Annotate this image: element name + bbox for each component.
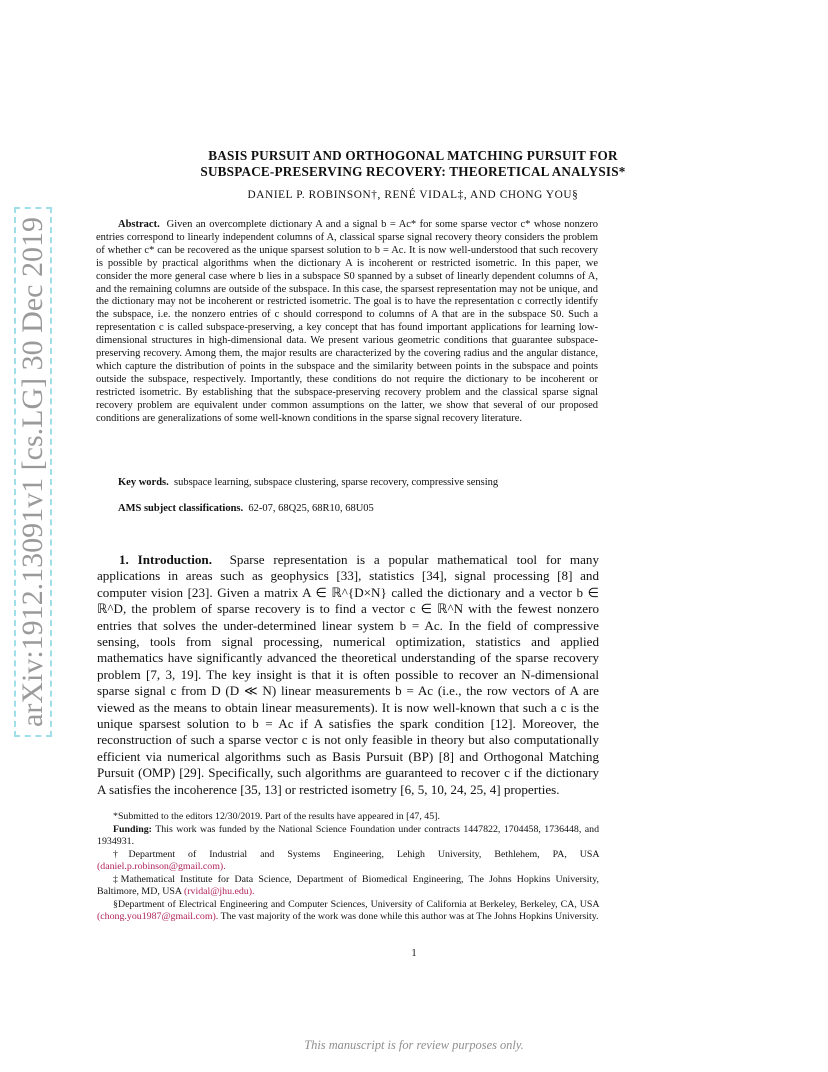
funding-text: This work was funded by the National Science Foundation under contracts 1447822, 1704458, 1736448, and 1934931. [97,823,600,847]
review-note: This manuscript is for review purposes only. [304,1038,524,1052]
title-line-1: BASIS PURSUIT AND ORTHOGONAL MATCHING PURSUIT FOR [208,148,618,163]
ams-label: AMS subject classifications. [118,503,244,514]
section-email-link[interactable]: (chong.you1987@gmail.com). [97,911,219,922]
footnote-funding [97,824,599,849]
page-number: 1 [411,948,417,959]
section-tail: The vast majority of the work was done while this author was at The Johns Hopkins University. [220,911,599,922]
intro-text: Sparse representation is a popular mathematical tool for many applications in areas such as geophysics [33], statistics [34], signal processing [8] and computer vision [23]. Given a matrix A ∈ ℝ^{D×N} called the dictionary and a vector b ∈ ℝ^D, the problem of sparse recovery is to find a vector c ∈ ℝ^N with the fewest nonzero entries that solves the under-determined linear system b = Ac. In the field of compressive sensing, tools from signal processing, numerical optimization, statistics and applied mathematics have significantly advanced the theoretical understanding of the sparse recovery problem [7, 3, 19]. The key insight is that it is often possible to recover an N-dimensional sparse signal c from D (D ≪ N) linear measurements b = Ac (i.e., the row vectors of A are viewed as the means to obtain linear measurements). It is now well-known that such a c is the unique sparsest solution to b = Ac if A satisfies the spark condition [12]. Moreover, the reconstruction of such a sparse vector c is not only feasible in theory but also computationally efficient via numerical algorithms such as Basis Pursuit (BP) [8] and Orthogonal Matching Pursuit (OMP) [29]. Specifically, such algorithms are guaranteed to recover c if the dictionary A satisfies the incoherence [35, 13] or restricted isometry [6, 5, 10, 24, 25, 4] properties. [97,552,600,797]
footnotes [97,811,599,924]
dagger-email-link[interactable]: (daniel.p.robinson@gmail.com). [97,861,226,872]
section-affiliation: §Department of Electrical Engineering and Computer Sciences, University of California at Berkeley, Berkeley, CA, USA [113,898,599,910]
ams-text: 62-07, 68Q25, 68R10, 68U05 [248,503,374,514]
arxiv-stamp [16,217,50,727]
abstract [96,219,598,426]
abstract-text: Given an overcomplete dictionary A and a signal b = Ac* for some sparse vector c* whose nonzero entries correspond to linearly independent columns of A, classical sparse signal recovery theory considers the problem of whether c* can be recovered as the unique sparsest solution to b = Ac. It is now well-understood that such recovery is possible by practical algorithms when the dictionary A is incoherent or restricted isometric. In this paper, we consider the more general case where b lies in a subspace S0 spanned by a subset of linearly dependent columns of A, and the remaining columns are outside of the subspace. In this case, the sparsest representation may not be unique, and the dictionary may not be incoherent or restricted isometric. The goal is to have the representation c correctly identify the subspace, i.e. the nonzero entries of c should correspond to columns of A that are in the subspace S0. Such a representation c is called subspace-preserving, a key concept that has found important applications for learning low-dimensional structures in high-dimensional data. We present various geometric conditions that guarantee subspace-preserving recovery. Among them, the major results are characterized by the covering radius and the angular distance, which capture the distribution of points in the subspace and the similarity between points in the subspace and points outside the subspace, respectively. Importantly, these conditions do not require the dictionary to be incoherent or restricted isometric. By establishing that the subspace-preserving recovery problem and the classical sparse signal recovery problem are equivalent under common assumptions on the latter, we show that several of our proposed conditions are generalizations of some well-known conditions in the sparse signal recovery literature. [96,219,598,424]
footnote-submitted: *Submitted to the editors 12/30/2019. Part of the results have appeared in [47, 45]. [113,811,440,822]
abstract-label: Abstract. [118,219,160,230]
keywords [96,477,696,488]
authors: DANIEL P. ROBINSON†, RENÉ VIDAL‡, AND CHONG YOU§ [247,189,579,201]
keywords-label: Key words. [118,477,169,488]
ddagger-email-link[interactable]: (rvidal@jhu.edu). [183,886,255,897]
footnote-dagger [97,849,599,874]
dagger-affiliation: †Department of Industrial and Systems Engineering, Lehigh University, Bethlehem, PA, USA [113,848,599,860]
footnote-ddagger [97,874,599,899]
intro-heading: 1. Introduction. [119,552,212,567]
funding-label: Funding: [113,823,152,835]
ddagger-affiliation: ‡Mathematical Institute for Data Science, Department of Biomedical Engineering, The Johns Hopkins University, Baltimore, MD, USA [97,873,599,897]
ams-classifications [96,503,696,514]
keywords-text: subspace learning, subspace clustering, sparse recovery, compressive sensing [174,477,499,488]
introduction [97,552,599,798]
footnote-section [97,899,599,924]
title-line-2: SUBSPACE-PRESERVING RECOVERY: THEORETICAL ANALYSIS* [200,164,626,179]
arxiv-stamp-text: arXiv:1912.13091v1 [cs.LG] 30 Dec 2019 [14,207,52,737]
paper-title [96,148,730,180]
